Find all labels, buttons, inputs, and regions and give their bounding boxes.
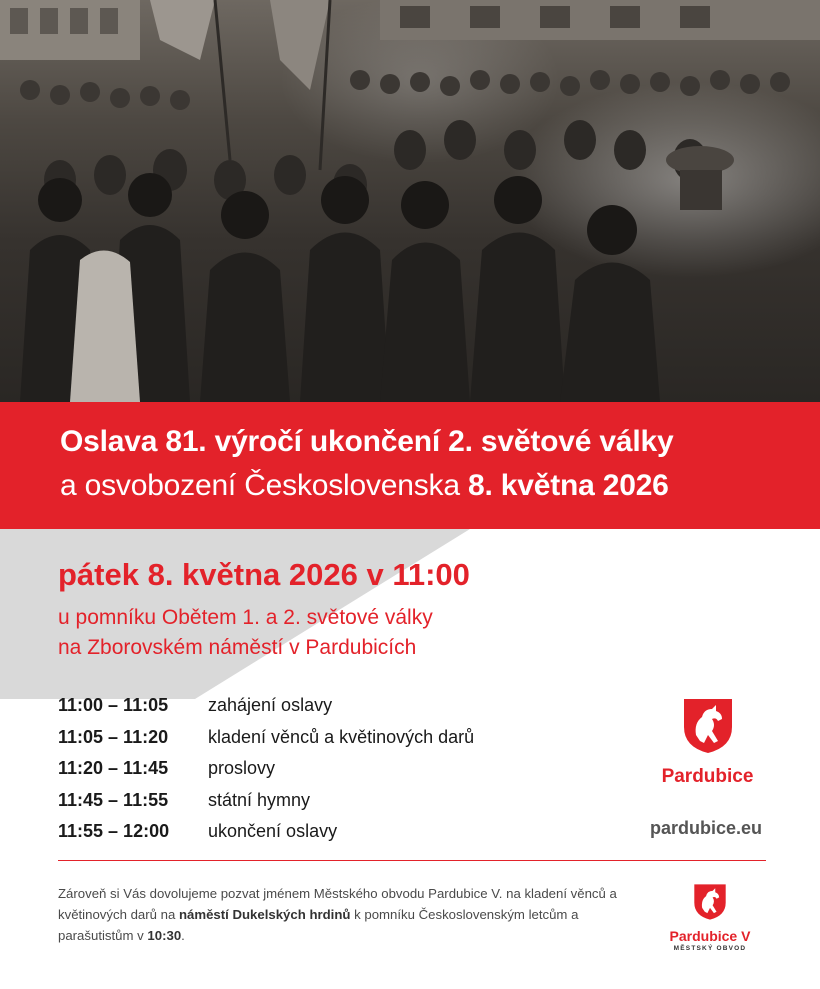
hero-photo	[0, 0, 820, 402]
logo-name: Pardubice	[661, 766, 754, 787]
schedule-row	[58, 722, 578, 754]
event-place-line-1: u pomníku Obětem 1. a 2. světové války	[58, 606, 433, 629]
footer-invitation: Zároveň si Vás dovolujeme pozvat jménem Městského obvodu Pardubice V. na kladení věnců a květinových darů na náměstí Dukelských hrdinů k pomníku Československým letcům a parašutistům v 10:30.	[58, 886, 617, 943]
schedule-event: státní hymny	[208, 789, 311, 810]
headline	[60, 420, 800, 508]
crowd-illustration	[0, 0, 820, 402]
headline-line-2: a osvobození Československa 8. května 2026	[60, 469, 669, 502]
logo-small-name: Pardubice V	[669, 928, 751, 944]
schedule	[58, 690, 578, 848]
event-place	[58, 603, 433, 663]
event-date-time: pátek 8. května 2026 v 11:00	[58, 557, 470, 592]
schedule-time: 11:00 – 11:05	[58, 695, 169, 716]
event-place-line-2: na Zborovském náměstí v Pardubicích	[58, 636, 417, 659]
schedule-event: zahájení oslavy	[208, 695, 333, 716]
schedule-row	[58, 816, 578, 848]
schedule-event: proslovy	[208, 758, 276, 779]
schedule-row	[58, 785, 578, 817]
schedule-event: ukončení oslavy	[208, 821, 338, 842]
website-link[interactable]: pardubice.eu	[650, 818, 763, 838]
schedule-row	[58, 690, 578, 722]
schedule-time: 11:45 – 11:55	[58, 789, 169, 810]
schedule-event: kladení věnců a květinových darů	[208, 726, 475, 747]
headline-line-1: Oslava 81. výročí ukončení 2. světové války	[60, 425, 674, 458]
schedule-time: 11:05 – 11:20	[58, 726, 169, 747]
schedule-time: 11:55 – 12:00	[58, 821, 170, 842]
pardubice-v-logo[interactable]	[665, 883, 755, 952]
horse-crest-icon	[682, 697, 734, 755]
schedule-time: 11:20 – 11:45	[58, 758, 169, 779]
horse-crest-icon	[693, 883, 727, 921]
schedule-row	[58, 753, 578, 785]
pardubice-logo[interactable]	[650, 697, 765, 788]
divider	[58, 860, 766, 861]
logo-small-subtitle: MĚSTSKÝ OBVOD	[673, 945, 747, 952]
